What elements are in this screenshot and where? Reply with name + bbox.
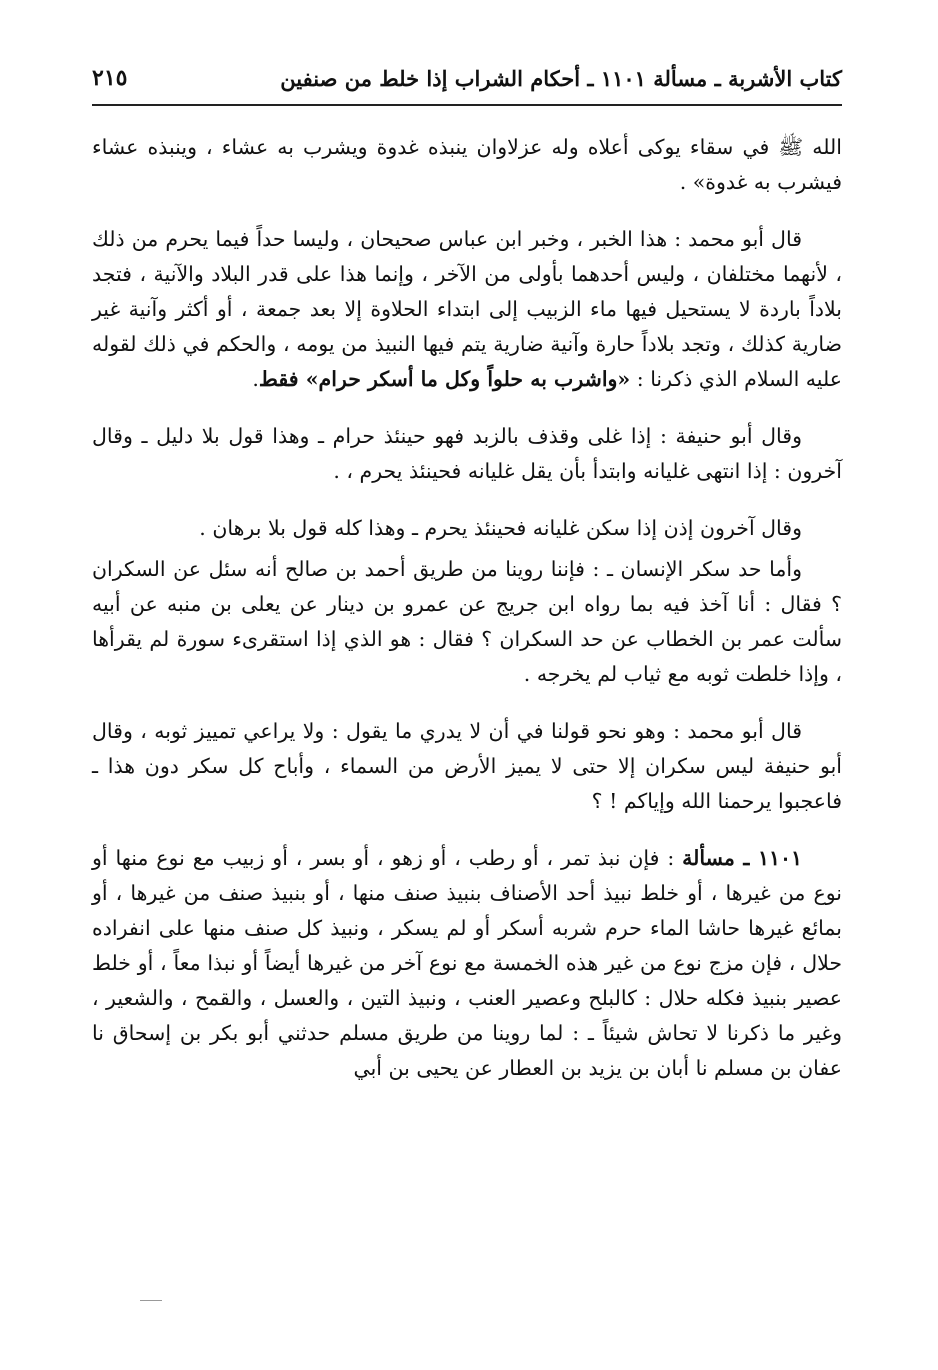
running-header (92, 58, 842, 98)
paragraph-text: : فإن نبذ تمر ، أو رطب ، أو زهو ، أو بسر ، أو زبيب مع نوع منها أو نوع من غيرها ، أو خلط نبيذ أحد الأصناف بنبيذ صنف منها ، أو بنبيذ صنف من غيرها ، أو بمائع غيرها حاشا الماء حرم شربه أسكر أو لم يسكر ، ونبيذ كل صنف منها على انفراده حلال ، فإن مزج نوع من غير هذه الخمسة مع نوع آخر من غيرها أيضاً أو نبذا معاً ، أو خلط عصير بنبيذ فكله حلال : كالبلح وعصير العنب ، ونبيذ التين ، والعسل ، والقمح ، والشعير ، وغير ما ذكرنا لا تحاش شيئاً ـ : لما روينا من طريق مسلم حدثني أبو بكر بن إسحاق نا عفان بن مسلم نا أبان بن يزيد بن العطار عن يحيى بن أبي (92, 846, 842, 1080)
hadith-quote: «واشرب به حلواً وكل ما أسكر حرام» فقط (258, 367, 631, 391)
header-divider (92, 104, 842, 106)
running-title: كتاب الأشربة ـ مسألة ١١٠١ ـ أحكام الشراب إذا خلط من صنفين (280, 65, 842, 91)
page-number: ٢١٥ (92, 65, 128, 91)
paragraph (92, 714, 842, 819)
paragraph-text: قال أبو محمد : وهو نحو قولنا في أن لا يدري ما يقول : ولا يراعي تمييز ثوبه ، وقال أبو حنيفة ليس سكران إلا حتى لا يميز الأرض من السماء ، وأباح كل سكر دون هذا ـ فاعجبوا يرحمنا الله وإياكم ! ؟ (92, 719, 842, 813)
issue-heading: ١١٠١ ـ مسألة (682, 846, 803, 870)
paragraph-text: وأما حد سكر الإنسان ـ : فإننا روينا من طريق أحمد بن صالح أنه سئل عن السكران ؟ فقال : أنا آخذ فيه بما رواه ابن جريج عن عمرو بن دينار عن يعلى بن منبه عن أبيه سألت عمر بن الخطاب عن حد السكران ؟ فقال : هو الذي إذا استقرىء سورة لم يقرأها ، وإذا خلطت ثوبه مع ثياب لم يخرجه . (92, 557, 842, 686)
paragraph-gap (92, 692, 842, 714)
paragraph (92, 130, 842, 200)
paragraph (92, 511, 842, 546)
paragraph (92, 419, 842, 489)
paragraph-gap (92, 489, 842, 511)
paragraph-text: وقال أبو حنيفة : إذا غلى وقذف بالزبد فهو حينئذ حرام ـ وهذا قول بلا دليل ـ وقال آخرون : إذا انتهى غليانه وابتدأ بأن يقل غليانه فحينئذ يحرم ، . (92, 424, 842, 483)
body-text (92, 130, 842, 1086)
issue-paragraph (92, 841, 842, 1086)
paragraph-text: قال أبو محمد : هذا الخبر ، وخبر ابن عباس صحيحان ، وليسا حداً فيما يحرم من ذلك ، لأنهما مختلفان ، وليس أحدهما بأولى من الآخر ، وإنما هذا على قدر البلاد والآنية ، فتجد بلاداً باردة لا يستحيل فيها ماء الزبيب إلى ابتداء الحلاوة إلا بعد جمعة ، أو أكثر وآنية غير ضارية كذلك ، وتجد بلاداً حارة وآنية ضارية يتم فيها النبيذ من يومه ، والحكم في ذلك لقوله عليه السلام الذي ذكرنا : (92, 227, 842, 391)
paragraph-gap (92, 819, 842, 841)
paragraph (92, 222, 842, 397)
paragraph-gap (92, 397, 842, 419)
footer-mark (140, 1300, 162, 1301)
paragraph (92, 552, 842, 692)
paragraph-text: الله ﷺ في سقاء يوكى أعلاه وله عزلاوان ينبذه غدوة ويشرب به عشاء ، وينبذه عشاء فيشرب به غدوة» . (92, 135, 842, 194)
paragraph-tail: . (252, 367, 259, 391)
paragraph-text: وقال آخرون إذن إذا سكن غليانه فحينئذ يحرم ـ وهذا كله قول بلا برهان . (199, 516, 802, 540)
paragraph-gap (92, 200, 842, 222)
